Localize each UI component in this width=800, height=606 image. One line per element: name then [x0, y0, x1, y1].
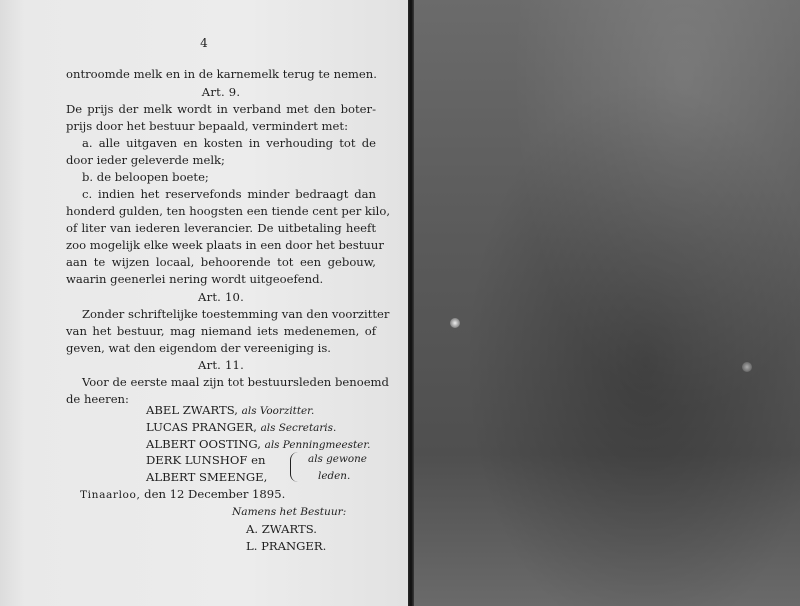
text-line: de heeren: — [66, 392, 129, 406]
member-name: LUCAS PRANGER, — [146, 420, 257, 434]
member-name: DERK LUNSHOF en — [146, 453, 266, 467]
member-row — [146, 470, 267, 484]
place: Tinaarloo, — [80, 489, 141, 501]
text-line: geven, wat den eigendom der vereeniging is. — [66, 341, 331, 355]
member-name: ALBERT OOSTING, — [146, 437, 261, 451]
right-page-blank — [414, 0, 800, 606]
text-line: waarin geenerlei nering wordt uitgeoefend. — [66, 272, 324, 286]
on-behalf-label: Namens het Bestuur: — [232, 506, 347, 518]
page-number: 4 — [200, 36, 208, 50]
list-item-c: c. indien het reservefonds minder bedraagt dan — [82, 187, 376, 201]
text-line: Voor de eerste maal zijn tot bestuursleden benoemd — [82, 375, 389, 389]
text-line: honderd gulden, ten hoogsten een tiende cent per kilo, — [66, 204, 391, 218]
member-name: ABEL ZWARTS, — [146, 403, 238, 417]
text-line: door ieder geleverde melk; — [66, 153, 225, 167]
paper-speck — [450, 318, 460, 328]
paper-speck — [742, 362, 752, 372]
date: den 12 December 1895. — [144, 487, 286, 501]
member-name: ALBERT SMEENGE, — [146, 470, 268, 484]
signatory: A. ZWARTS. — [246, 522, 317, 536]
list-item-b: b. de beloopen boete; — [82, 170, 209, 184]
member-row — [146, 420, 336, 434]
member-role: als Secretaris. — [260, 422, 337, 434]
article-heading-11: Art. 11. — [198, 358, 244, 372]
place-date — [80, 487, 285, 501]
member-row — [146, 437, 370, 451]
text-line: aan te wijzen locaal, behoorende tot een gebouw, — [66, 255, 376, 269]
text-line: prijs door het bestuur bepaald, vermindert met: — [66, 119, 348, 133]
text-line: Zonder schriftelijke toestemming van den voorzitter — [82, 307, 390, 321]
member-role: als Voorzitter. — [241, 405, 315, 417]
member-role: als Penningmeester. — [264, 439, 371, 451]
text-line: ontroomde melk en in de karnemelk terug te nemen. — [66, 67, 377, 81]
text-line: van het bestuur, mag niemand iets medenemen, of — [66, 324, 376, 338]
signatory: L. PRANGER. — [246, 539, 327, 553]
article-heading-9: Art. 9. — [201, 85, 241, 99]
member-role: als gewone — [308, 453, 367, 465]
list-item-a: a. alle uitgaven en kosten in verhouding tot de — [82, 136, 376, 150]
text-line: of liter van iederen leverancier. De uitbetaling heeft — [66, 221, 376, 235]
article-heading-10: Art. 10. — [198, 290, 244, 304]
brace — [290, 452, 303, 482]
member-row — [146, 453, 265, 467]
text-line: De prijs der melk wordt in verband met den boter- — [66, 102, 376, 116]
text-line: zoo mogelijk elke week plaats in een door het bestuur — [66, 238, 384, 252]
member-row — [146, 403, 314, 417]
member-role: leden. — [318, 470, 351, 482]
